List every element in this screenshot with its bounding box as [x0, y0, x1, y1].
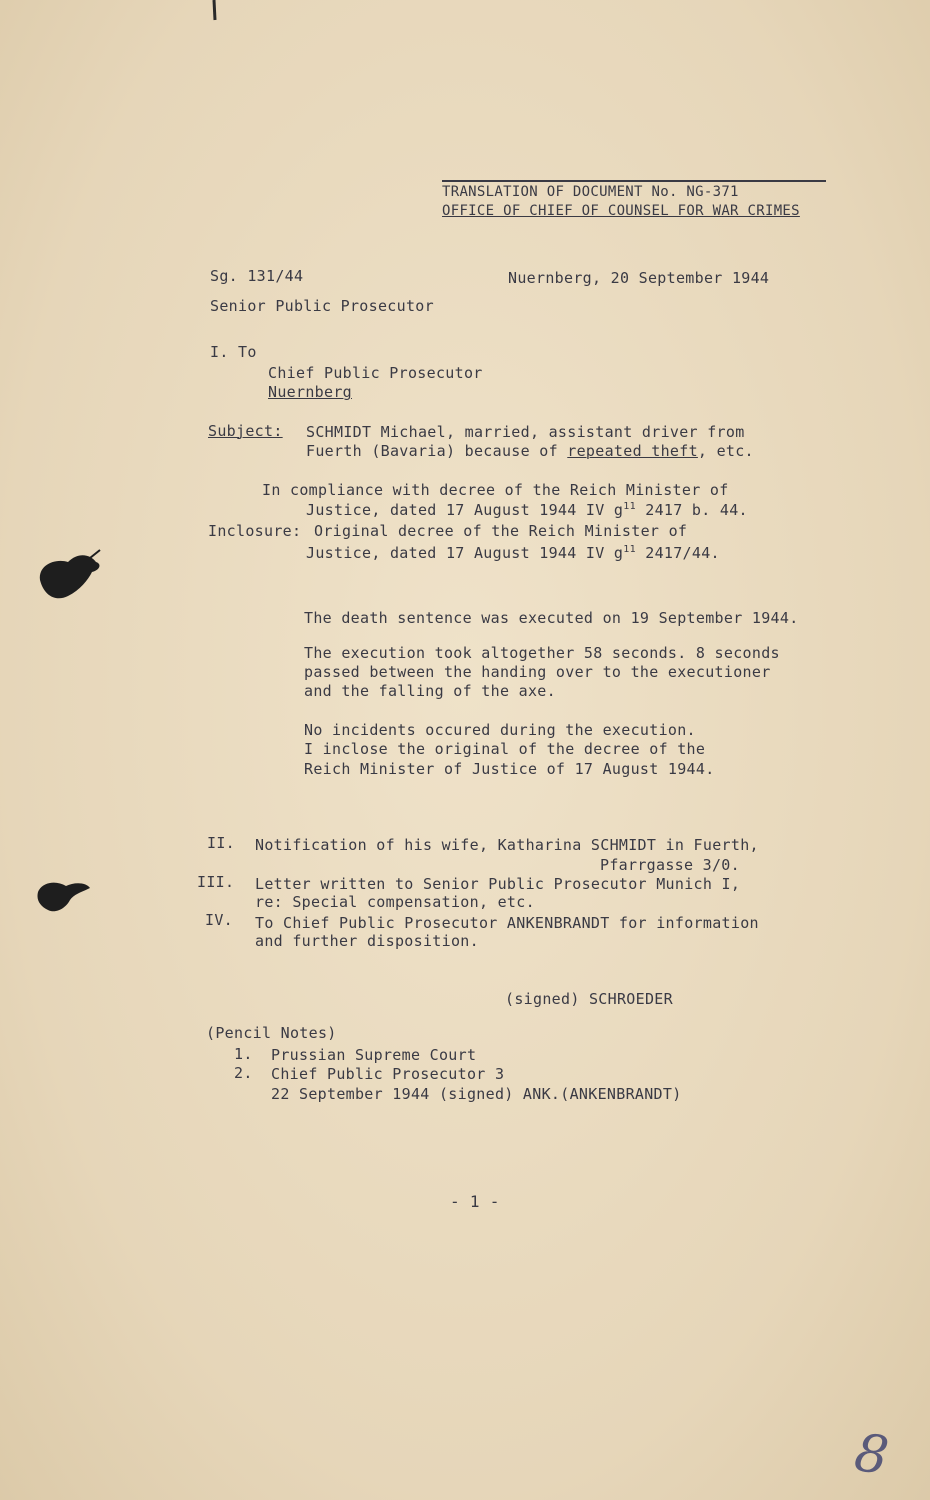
item-iii-number: III.	[197, 873, 235, 891]
pencil-note-1-number: 1.	[234, 1045, 253, 1063]
recipient-title: Chief Public Prosecutor	[268, 364, 483, 382]
sender: Senior Public Prosecutor	[210, 297, 434, 315]
inclosure-line-2-a: Justice, dated 17 August 1944 IV g	[306, 544, 624, 562]
recipient-item: I. To	[210, 343, 257, 361]
pencil-notes-heading: (Pencil Notes)	[206, 1024, 337, 1042]
item-iv-line-1: To Chief Public Prosecutor ANKENBRANDT for information	[255, 914, 759, 932]
office-title: OFFICE OF CHIEF OF COUNSEL FOR WAR CRIMES	[442, 203, 800, 219]
compliance-line-2	[306, 501, 748, 520]
item-iv-line-2: and further disposition.	[255, 932, 479, 950]
pencil-note-1: Prussian Supreme Court	[271, 1046, 477, 1064]
signature: (signed) SCHROEDER	[505, 990, 673, 1008]
body-paragraph-1: The death sentence was executed on 19 September 1944.	[304, 609, 799, 627]
body-paragraph-2-line-2: passed between the handing over to the executioner	[304, 663, 771, 681]
page-number: - 1 -	[450, 1192, 500, 1211]
place-date: Nuernberg, 20 September 1944	[508, 269, 770, 287]
inclosure-line-2	[306, 544, 720, 563]
header-rule	[442, 180, 826, 182]
subject-label: Subject:	[208, 422, 283, 440]
translation-title: TRANSLATION OF DOCUMENT No. NG-371	[442, 184, 739, 200]
pencil-note-2-number: 2.	[234, 1064, 253, 1082]
top-tick-mark	[205, 0, 225, 26]
recipient-city: Nuernberg	[268, 383, 352, 401]
compliance-line-2-b: 2417 b. 44.	[635, 501, 748, 519]
subject-line-2-b: , etc.	[697, 442, 754, 460]
item-ii-line-1: Notification of his wife, Katharina SCHMIDT in Fuerth,	[255, 836, 759, 854]
body-paragraph-3-line-2: I inclose the original of the decree of the	[304, 740, 706, 758]
body-paragraph-3-line-3: Reich Minister of Justice of 17 August 1944.	[304, 760, 715, 778]
compliance-line-1: In compliance with decree of the Reich Minister of	[262, 481, 729, 499]
body-paragraph-3-line-1: No incidents occured during the execution.	[304, 721, 696, 739]
subject-line-2	[306, 442, 754, 461]
subject-underlined: repeated theft	[567, 442, 698, 460]
reference-number: Sg. 131/44	[210, 267, 304, 285]
punch-hole-stain-upper	[30, 540, 110, 610]
item-iii-line-2: re: Special compensation, etc.	[255, 893, 535, 911]
item-ii-line-2: Pfarrgasse 3/0.	[600, 856, 740, 874]
pencil-note-2: Chief Public Prosecutor 3	[271, 1065, 505, 1083]
handwritten-mark: 8	[850, 1422, 893, 1488]
punch-hole-stain-lower	[30, 870, 100, 920]
inclosure-line-1: Original decree of the Reich Minister of	[314, 522, 688, 540]
item-iv-number: IV.	[205, 911, 233, 929]
item-iii-line-1: Letter written to Senior Public Prosecutor Munich I,	[255, 875, 741, 893]
pencil-note-3: 22 September 1944 (signed) ANK.(ANKENBRANDT)	[271, 1085, 682, 1103]
inclosure-label: Inclosure:	[208, 522, 302, 540]
compliance-line-2-a: Justice, dated 17 August 1944 IV g	[306, 501, 624, 519]
inclosure-superscript: 11	[623, 544, 636, 555]
subject-line-1: SCHMIDT Michael, married, assistant driver from	[306, 423, 745, 441]
inclosure-line-2-b: 2417/44.	[635, 544, 720, 562]
item-ii-number: II.	[207, 834, 235, 852]
body-paragraph-2-line-1: The execution took altogether 58 seconds. 8 seconds	[304, 644, 780, 662]
subject-line-2-a: Fuerth (Bavaria) because of	[306, 442, 568, 460]
compliance-superscript: 11	[623, 501, 636, 512]
body-paragraph-2-line-3: and the falling of the axe.	[304, 682, 556, 700]
